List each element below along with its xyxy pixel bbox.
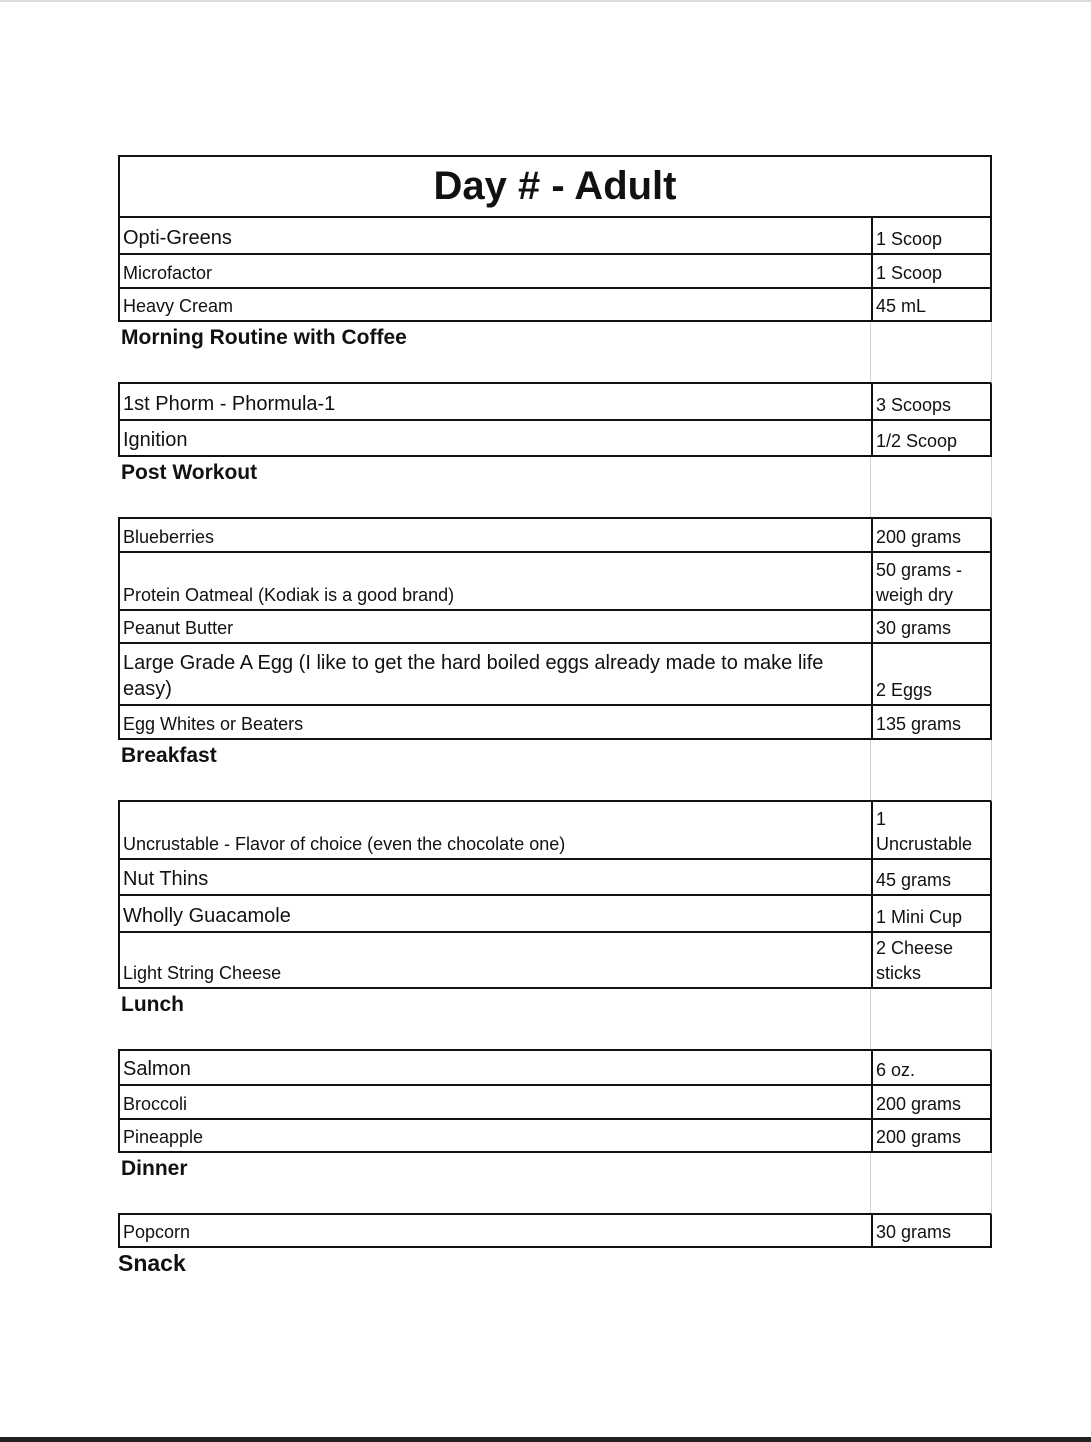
table-row [118, 706, 992, 740]
item-quantity: 200 grams [876, 1093, 962, 1114]
item-name: Uncrustable - Flavor of choice (even the chocolate one) [120, 802, 873, 858]
item-quantity: 1 Mini Cup [876, 906, 963, 927]
item-name: Wholly Guacamole [120, 896, 873, 931]
item-quantity: 3 Scoops [876, 394, 952, 415]
table-row [118, 860, 992, 896]
item-name: Large Grade A Egg (I like to get the hard boiled eggs already made to make life easy) [120, 644, 873, 704]
meal-table [118, 218, 992, 1248]
section-label-snack: Snack [118, 1250, 186, 1276]
top-divider [0, 0, 1091, 2]
table-row [118, 896, 992, 933]
item-name: Peanut Butter [120, 611, 873, 642]
section-qty-empty [871, 740, 991, 800]
item-quantity: 6 oz. [876, 1059, 916, 1080]
section-qty-empty [871, 1153, 991, 1213]
table-row [118, 1051, 992, 1086]
table-row [118, 421, 992, 457]
section-qty-empty [871, 989, 991, 1049]
item-quantity: 1 Scoop [876, 262, 943, 283]
item-quantity: 2 Cheese sticks [876, 938, 954, 983]
section-qty-empty [871, 322, 991, 382]
item-name: Light String Cheese [120, 933, 873, 987]
bottom-bar [0, 1437, 1091, 1442]
item-quantity: 1 Uncrustable [876, 809, 973, 854]
table-row [118, 384, 992, 421]
table-row [118, 933, 992, 989]
item-quantity: 1 Scoop [876, 228, 943, 249]
item-quantity: 45 mL [876, 295, 927, 316]
item-name: Protein Oatmeal (Kodiak is a good brand) [120, 553, 873, 609]
item-name: Salmon [120, 1051, 873, 1084]
section-label: Lunch [118, 989, 871, 1049]
table-row [118, 255, 992, 289]
item-quantity: 50 grams - weigh dry [876, 560, 963, 605]
item-name: Microfactor [120, 255, 873, 287]
section-morning-routine-with-coffee [118, 322, 992, 384]
section-post-workout [118, 457, 992, 519]
item-name: 1st Phorm - Phormula-1 [120, 384, 873, 419]
item-name: Popcorn [120, 1215, 873, 1246]
table-row [118, 553, 992, 611]
table-row [118, 1215, 992, 1248]
section-label: Morning Routine with Coffee [118, 322, 871, 382]
table-row [118, 644, 992, 706]
item-name: Pineapple [120, 1120, 873, 1151]
item-quantity: 200 grams [876, 1126, 962, 1147]
section-label: Post Workout [118, 457, 871, 517]
table-row [118, 519, 992, 553]
item-quantity: 30 grams [876, 1221, 952, 1242]
table-row [118, 1120, 992, 1153]
section-qty-empty [871, 457, 991, 517]
table-row [118, 802, 992, 860]
item-name: Opti-Greens [120, 218, 873, 253]
table-row [118, 218, 992, 255]
item-quantity: 200 grams [876, 526, 962, 547]
table-row [118, 611, 992, 644]
table-row [118, 289, 992, 322]
item-quantity: 45 grams [876, 869, 952, 890]
table-row [118, 1086, 992, 1120]
section-label: Breakfast [118, 740, 871, 800]
item-quantity: 135 grams [876, 713, 962, 734]
item-name: Heavy Cream [120, 289, 873, 320]
item-quantity: 30 grams [876, 617, 952, 638]
section-breakfast [118, 740, 992, 802]
page-title: Day # - Adult [118, 155, 992, 218]
item-quantity: 2 Eggs [876, 679, 933, 700]
meal-plan-sheet [118, 155, 992, 1277]
item-name: Broccoli [120, 1086, 873, 1118]
item-name: Egg Whites or Beaters [120, 706, 873, 738]
item-name: Ignition [120, 421, 873, 455]
item-name: Blueberries [120, 519, 873, 551]
section-lunch [118, 989, 992, 1051]
item-quantity: 1/2 Scoop [876, 430, 958, 451]
section-label: Dinner [118, 1153, 871, 1213]
section-dinner [118, 1153, 992, 1215]
item-name: Nut Thins [120, 860, 873, 894]
